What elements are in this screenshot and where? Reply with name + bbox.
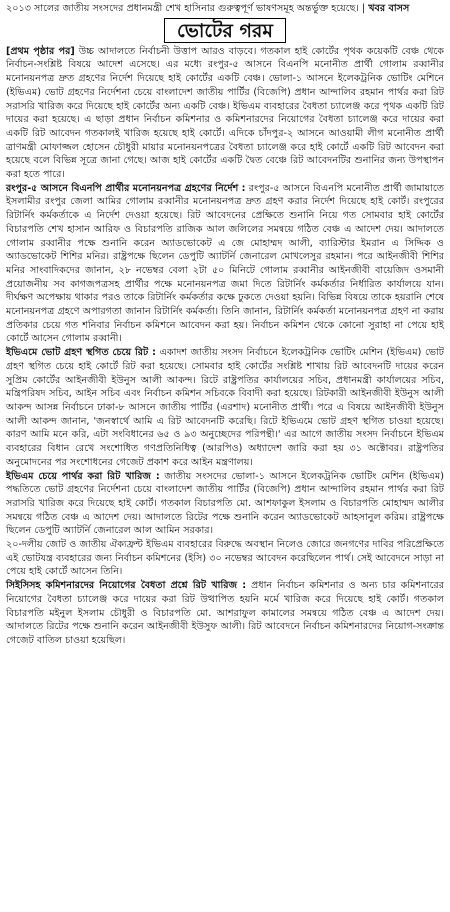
paragraph-text: ২০-দলীয় জোট ও জাতীয় ঐক্যফ্রন্ট ইভিএম ব্যবহারের বিরুদ্ধে অবস্থান নিলেও জোরে জনগণের দাবির পরিপ্রেক্ষিতে এই ভোটযন্ত্র ব্যবহারের জন্য নির্বাচন কমিশনের (ইসি) ৩০ নভেম্বর আবেদন করেছিলেন পার্থ। সেই আবেদনে সাড়া না পেয়ে হাই কোর্টে আসেন তিনি। xyxy=(6,539,444,578)
paragraph-text: উচ্চ আদালতে নির্বাচনী উত্তাপ আরও বাড়বে। গতকাল হাই কোর্টের পৃথক কয়েকটি বেঞ্চ থেকে নির্বাচন-সংশ্লিষ্ট বিষয়ে আদেশ এসেছে। এর মধ্যে রংপুর-৫ আসনে বিএনপি মনোনীত প্রার্থী গোলাম রব্বানীর মনোনয়নপত্র দ্রুত গ্রহণের নির্দেশ দিয়েছে হাই কোর্টের একটি বেঞ্চ। ভোলা-১ আসনে ইলেকট্রনিক ভোটিং মেশিনে (ইভিএম) ভোট গ্রহণের নির্দেশনা চেয়ে বাংলাদেশ জাতীয় পার্টির (বিজেপি) প্রধান আন্দালিব রহমান পার্থর করা রিট সরাসরি খারিজ করে দিয়েছে হাই কোর্টের অন্য একটি বেঞ্চ। ইভিএম ব্যবহারের বৈধতা চ্যালেঞ্জ করে পৃথক একটি রিট দায়ের করা হয়েছে। এ ছাড়া প্রধান নির্বাচন কমিশনার ও কমিশনারদের নিয়োগের বৈধতা চ্যালেঞ্জ করে দায়ের করা একটি রিট আবেদন গতকালই খারিজ হয়েছে হাই কোর্টে। এদিকে চাঁদপুর-২ আসনে আওয়ামী লীগ মনোনীত প্রার্থী ত্রাণমন্ত্রী মোফাজ্জল হোসেন চৌধুরী মায়ার মনোনয়নপত্রের বৈধতা চ্যালেঞ্জ করে হাই কোর্টে একটি রিট আবেদন করা হয়েছে বলে বিভিন্ন সূত্রে জানা গেছে। আজ হাই কোর্টের একটি দ্বৈত বেঞ্চে রিট আবেদনটির শুনানির জন্য উপস্থাপন করা হতে পারে। xyxy=(6,45,444,181)
subheading: ইভিএমে ভোট গ্রহণ স্থগিত চেয়ে রিট : xyxy=(6,347,156,359)
paragraph xyxy=(6,538,444,579)
paragraph xyxy=(6,182,444,346)
subheading: ইভিএম চেয়ে পার্থর করা রিট খারিজ : xyxy=(6,470,160,482)
paragraph xyxy=(6,45,444,182)
paragraph-text: জাতীয় সংসদের ভোলা-১ আসনে ইলেকট্রনিক ভোটিং মেশিন (ইভিএম) পদ্ধতিতে ভোট গ্রহণের নির্দেশনা চেয়ে বাংলাদেশ জাতীয় পার্টির (বিজেপি) প্রধান আন্দালিব রহমান পার্থর করা রিট সরাসরি খারিজ করে দিয়েছে হাই কোর্ট। গতকাল বিচারপতি মো. আশফাকুল ইসলাম ও বিচারপতি মোহাম্মদ আলীর সমন্বয়ে গঠিত বেঞ্চ এ আদেশ দেয়। আদালতে রিটের পক্ষে শুনানি করেন অ্যাডভোকেট আহসানুল করিম। রাষ্ট্রপক্ষে ছিলেন ডেপুটি অ্যাটর্নি জেনারেল আল আমিন সরকার। xyxy=(6,470,444,537)
subheading: সিইসিসহ কমিশনারদের নিয়োগের বৈধতা প্রশ্নে রিট খারিজ : xyxy=(6,580,247,592)
paragraph-text: রংপুর-৫ আসনে বিএনপি মনোনীত প্রার্থী জামায়াতে ইসলামীর রংপুর জেলা আমির গোলাম রব্বানীর মনোনয়নপত্র দ্রুত গ্রহণ করার নির্দেশ দিয়েছে হাই কোর্ট। রংপুরের রিটার্নিং কর্মকর্তাকে এ নির্দেশ দেওয়া হয়েছে। রিট আবেদনের প্রেক্ষিতে শুনানি নিয়ে গত সোমবার হাই কোর্টের বিচারপতি শেখ হাসান আরিফ ও বিচারপতি রাজিক আল জলিলের সমন্বয়ে গঠিত বেঞ্চ এ আদেশ দেয়। আদালতে গোলাম রব্বানীর পক্ষে শুনানি করেন অ্যাডভোকেট এ জে মোহাম্মদ আলী, ব্যারিস্টার ইমরান এ সিদ্দিক ও অ্যাডভোকেট শিশির মনির। রাষ্ট্রপক্ষে ছিলেন ডেপুটি অ্যাটর্নি জেনারেল মোখলেসুর রহমান। পরে আইনজীবী শিশির মনির সাংবাদিকদের জানান, ২৮ নভেম্বর বেলা ২টা ৫০ মিনিটে গোলাম রব্বানীর আইনজীবী বায়েজিদ ওসমানী প্রয়োজনীয় সব কাগজপত্রসহ প্রার্থীর পক্ষে মনোনয়নপত্র জমা দিতে রিটার্নিং কর্মকর্তার নির্ধারিত কার্যালয়ে যান। দীর্ঘক্ষণ অপেক্ষায় থাকার পরও তাকে রিটার্নিং কর্মকর্তার কক্ষে ঢুকতে দেওয়া হয়নি। বিভিন্ন বিষয়ে তাকে হয়রানি শেষে মনোনয়নপত্র গ্রহণে অপারগতা জানান রিটার্নিং কর্মকর্তা। তিনি জানান, রিটার্নিং কর্মকর্তা মনোনয়নপত্র গ্রহণ না করায় প্রতিকার চেয়ে গত শনিবার নির্বাচন কমিশনে আবেদন করা হয়। নির্বাচন কমিশন থেকে কোনো সুরাহা না পেয়ে হাই কোর্টে আসেন গোলাম রব্বানী। xyxy=(6,182,444,345)
headline: ভোটের গরম xyxy=(164,18,286,43)
paragraph xyxy=(6,346,444,469)
subheading: রংপুর-৫ আসনে বিএনপি প্রার্থীর মনোনয়নপত্র গ্রহণের নির্দেশ : xyxy=(6,182,246,194)
headline-wrap xyxy=(6,18,444,43)
paragraph-text: প্রধান নির্বাচন কমিশনার ও অন্য চার কমিশনারের নিয়োগের বৈধতা চ্যালেঞ্জ করে দায়ের করা রিট উত্থাপিত হয়নি মর্মে খারিজ করে দিয়েছে হাই কোর্ট। গতকাল বিচারপতি মইনুল ইসলাম চৌধুরী ও বিচারপতি মো. আশরাফুল কামালের সমন্বয়ে গঠিত বেঞ্চ এ আদেশ দেয়। আদালতে রিটের পক্ষে শুনানি করেন আইনজীবী ইউসুফ আলী। রিট আবেদনে নির্বাচন কমিশনারদের নিয়োগ-সংক্রান্ত গেজেট বাতিল চাওয়া হয়েছিল। xyxy=(6,580,444,646)
article-body xyxy=(6,45,444,648)
intro-line: ২০১৩ সালের জাতীয় সংসদের প্রধানমন্ত্রী শেখ হাসিনার গুরুত্বপূর্ণ ভাষণসমূহ অন্তর্ভুক্ত হয়েছে। | খবর বাসস xyxy=(6,3,410,14)
paragraph xyxy=(6,579,444,648)
news-source: খবর বাসস xyxy=(368,3,410,14)
paragraph-text: একাদশ জাতীয় সংসদ নির্বাচনে ইলেকট্রনিক ভোটিং মেশিন (ইভিএম) ভোট গ্রহণ স্থগিত চেয়ে হাই কোর্টে রিট করা হয়েছে। সোমবার হাই কোর্টের সংশ্লিষ্ট শাখায় রিট আবেদনটি দায়ের করেন সুপ্রিম কোর্টের আইনজীবী ইউনুস আলী আকন্দ। রিটে রাষ্ট্রপতির কার্যালয়ের সচিব, প্রধানমন্ত্রী কার্যালয়ের সচিব, মন্ত্রিপরিষদ সচিব, আইন সচিব এবং নির্বাচন কমিশন সচিবকে বিবাদী করা হয়েছে। রিটকারী আইনজীবী ইউনুস আলী আকন্দ আসন্ন নির্বাচনে ঢাকা-৮ আসনে জাতীয় পার্টির (এরশাদ) মনোনীত প্রার্থী। পরে এ বিষয়ে আইনজীবী ইউনুস আলী আকন্দ জানান, 'জনস্বার্থে আমি এ রিট আবেদনটি করেছি। রিটে ইভিএমে ভোট গ্রহণ স্থগিত চাওয়া হয়েছে। কারণ আমি মনে করি, এটা সংবিধানের ৬৫ ও ৯৩ অনুচ্ছেদের পরিপন্থী।' এর আগে জাতীয় সংসদ নির্বাচনে ইভিএম ব্যবহারের বিধান রেখে সংশোধিত গণপ্রতিনিধিত্ব (আরপিও) অধ্যাদেশ জারি করা হয় ৩১ অক্টোবর। রাষ্ট্রপতির অনুমোদনের পর সংশোধনের গেজেট প্রকাশ করে আইন মন্ত্রণালয়। xyxy=(6,347,444,468)
paragraph xyxy=(6,470,444,539)
continuation-label: [প্রথম পৃষ্ঠার পর] xyxy=(6,45,75,57)
intro-text: ২০১৩ সালের জাতীয় সংসদের প্রধানমন্ত্রী শেখ হাসিনার গুরুত্বপূর্ণ ভাষণসমূহ অন্তর্ভুক্ত হয়েছে। xyxy=(6,3,359,14)
